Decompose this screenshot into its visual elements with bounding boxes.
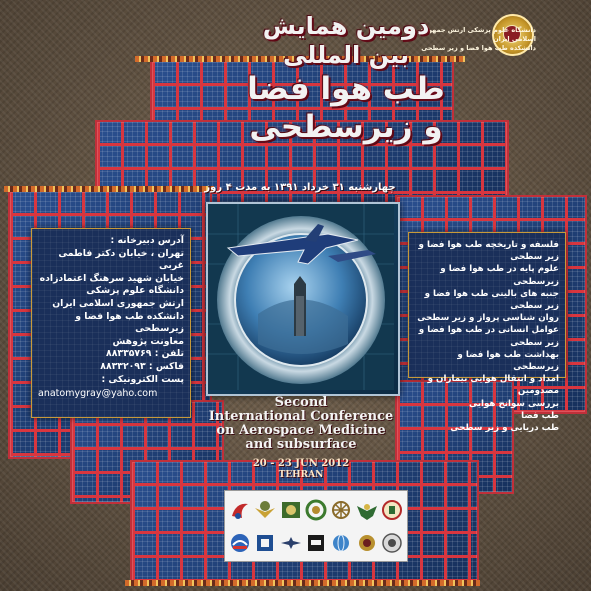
info-line: پست الکترونیکی : [101,373,184,385]
blue-globe-logo-icon [330,527,353,558]
persian-date: چهارشنبه ۳۱ خرداد ۱۳۹۱ به مدت ۴ روز [204,182,396,193]
organizer-line-2: دانشکده طب هوا فضا و زیر سطحی [421,44,536,52]
info-line: فاکس : ۸۸۳۳۲۰۹۳ [100,360,184,372]
tribal-border-bottom [125,580,480,586]
topic-item: عوامل انسانی در طب هوا فضا و زیر سطحی [418,325,559,348]
topic-item: روان شناسی پرواز و زیر سطحی [417,313,559,324]
topic-item: بهداشت طب هوا فضا و زیرسطحی [457,349,559,373]
title-line-1: دومین همایش [262,12,430,40]
info-line: ارتش جمهوری اسلامی ایران [52,297,184,309]
gold-wings-emblem-icon [253,494,276,525]
persian-title [196,12,496,146]
gold-wings-emblem-2-icon [355,527,378,558]
blue-circle-logo-icon [228,527,251,558]
topic-item: علوم پایه در طب هوا فضا و زیرسطحی [440,264,559,287]
email-link[interactable]: anatomygray@yaho.com [38,388,158,400]
topic-item: جنبه های بالینی طب هوا فضا و زیر سطحی [424,288,559,312]
title-line-4: و زیرسطحی [249,109,443,145]
red-wreath-emblem-icon [381,494,404,525]
green-badge-emblem-icon [279,494,302,525]
info-line: تهران ، خیابان دکتر فاطمی غربی [58,247,184,272]
title-line-2: بین المللی [283,41,409,69]
info-line: دانشگاه علوم پزشکی [86,285,184,297]
aerospace-illustration-icon [208,204,394,390]
center-illustration [206,202,400,396]
topic-item: طب فضا [521,410,559,421]
secretariat-info-panel [31,228,191,418]
red-dragon-logo-icon [228,494,251,525]
info-line: آدرس دبیرخانه : [110,235,184,246]
title-line-3: طب هوا فضا [247,71,445,107]
info-line: معاونت پژوهش [112,335,184,347]
info-line: تلفن : ۸۸۳۳۵۷۶۹ [106,348,184,360]
info-line: خیابان شهید سرهنگ اعتمادزاده [39,272,184,284]
black-square-logo-icon [304,527,327,558]
organizer-line-1: دانشگاه علوم پزشکی ارتش جمهوری اسلامی ایران [418,26,536,43]
english-title [206,396,396,481]
green-eagle-emblem-icon [355,494,378,525]
blue-wings-logo-icon [279,527,302,558]
topic-item: بررسی سوانح هوایی [468,398,559,409]
en-line-2: International Conference [208,409,394,424]
topics-panel [408,232,566,434]
topic-item: طب دریایی و زیر سطحی [450,423,559,434]
sponsor-logos [224,490,408,562]
en-city: TEHRAN [278,470,324,480]
blue-square-logo-icon [253,527,276,558]
en-line-4: and subsurface [245,437,357,452]
topic-item: فلسفه و تاریخچه طب هوا فضا و زیر سطحی [418,240,559,263]
grey-circle-emblem-icon [381,527,404,558]
en-line-3: on Aerospace Medicine [216,423,386,438]
info-line: دانشکده طب هوا فضا و زیرسطحی [75,310,184,335]
ship-wheel-emblem-icon [330,494,353,525]
topic-item: امداد و انتقال هوایی بیماران و مصدومین [427,374,559,397]
green-wreath-emblem-icon [304,494,327,525]
en-date: 20 - 23 JUN 2012 [252,458,350,469]
en-line-1: Second [274,395,328,410]
secretariat-lines [38,235,184,386]
topics-list [415,239,559,434]
